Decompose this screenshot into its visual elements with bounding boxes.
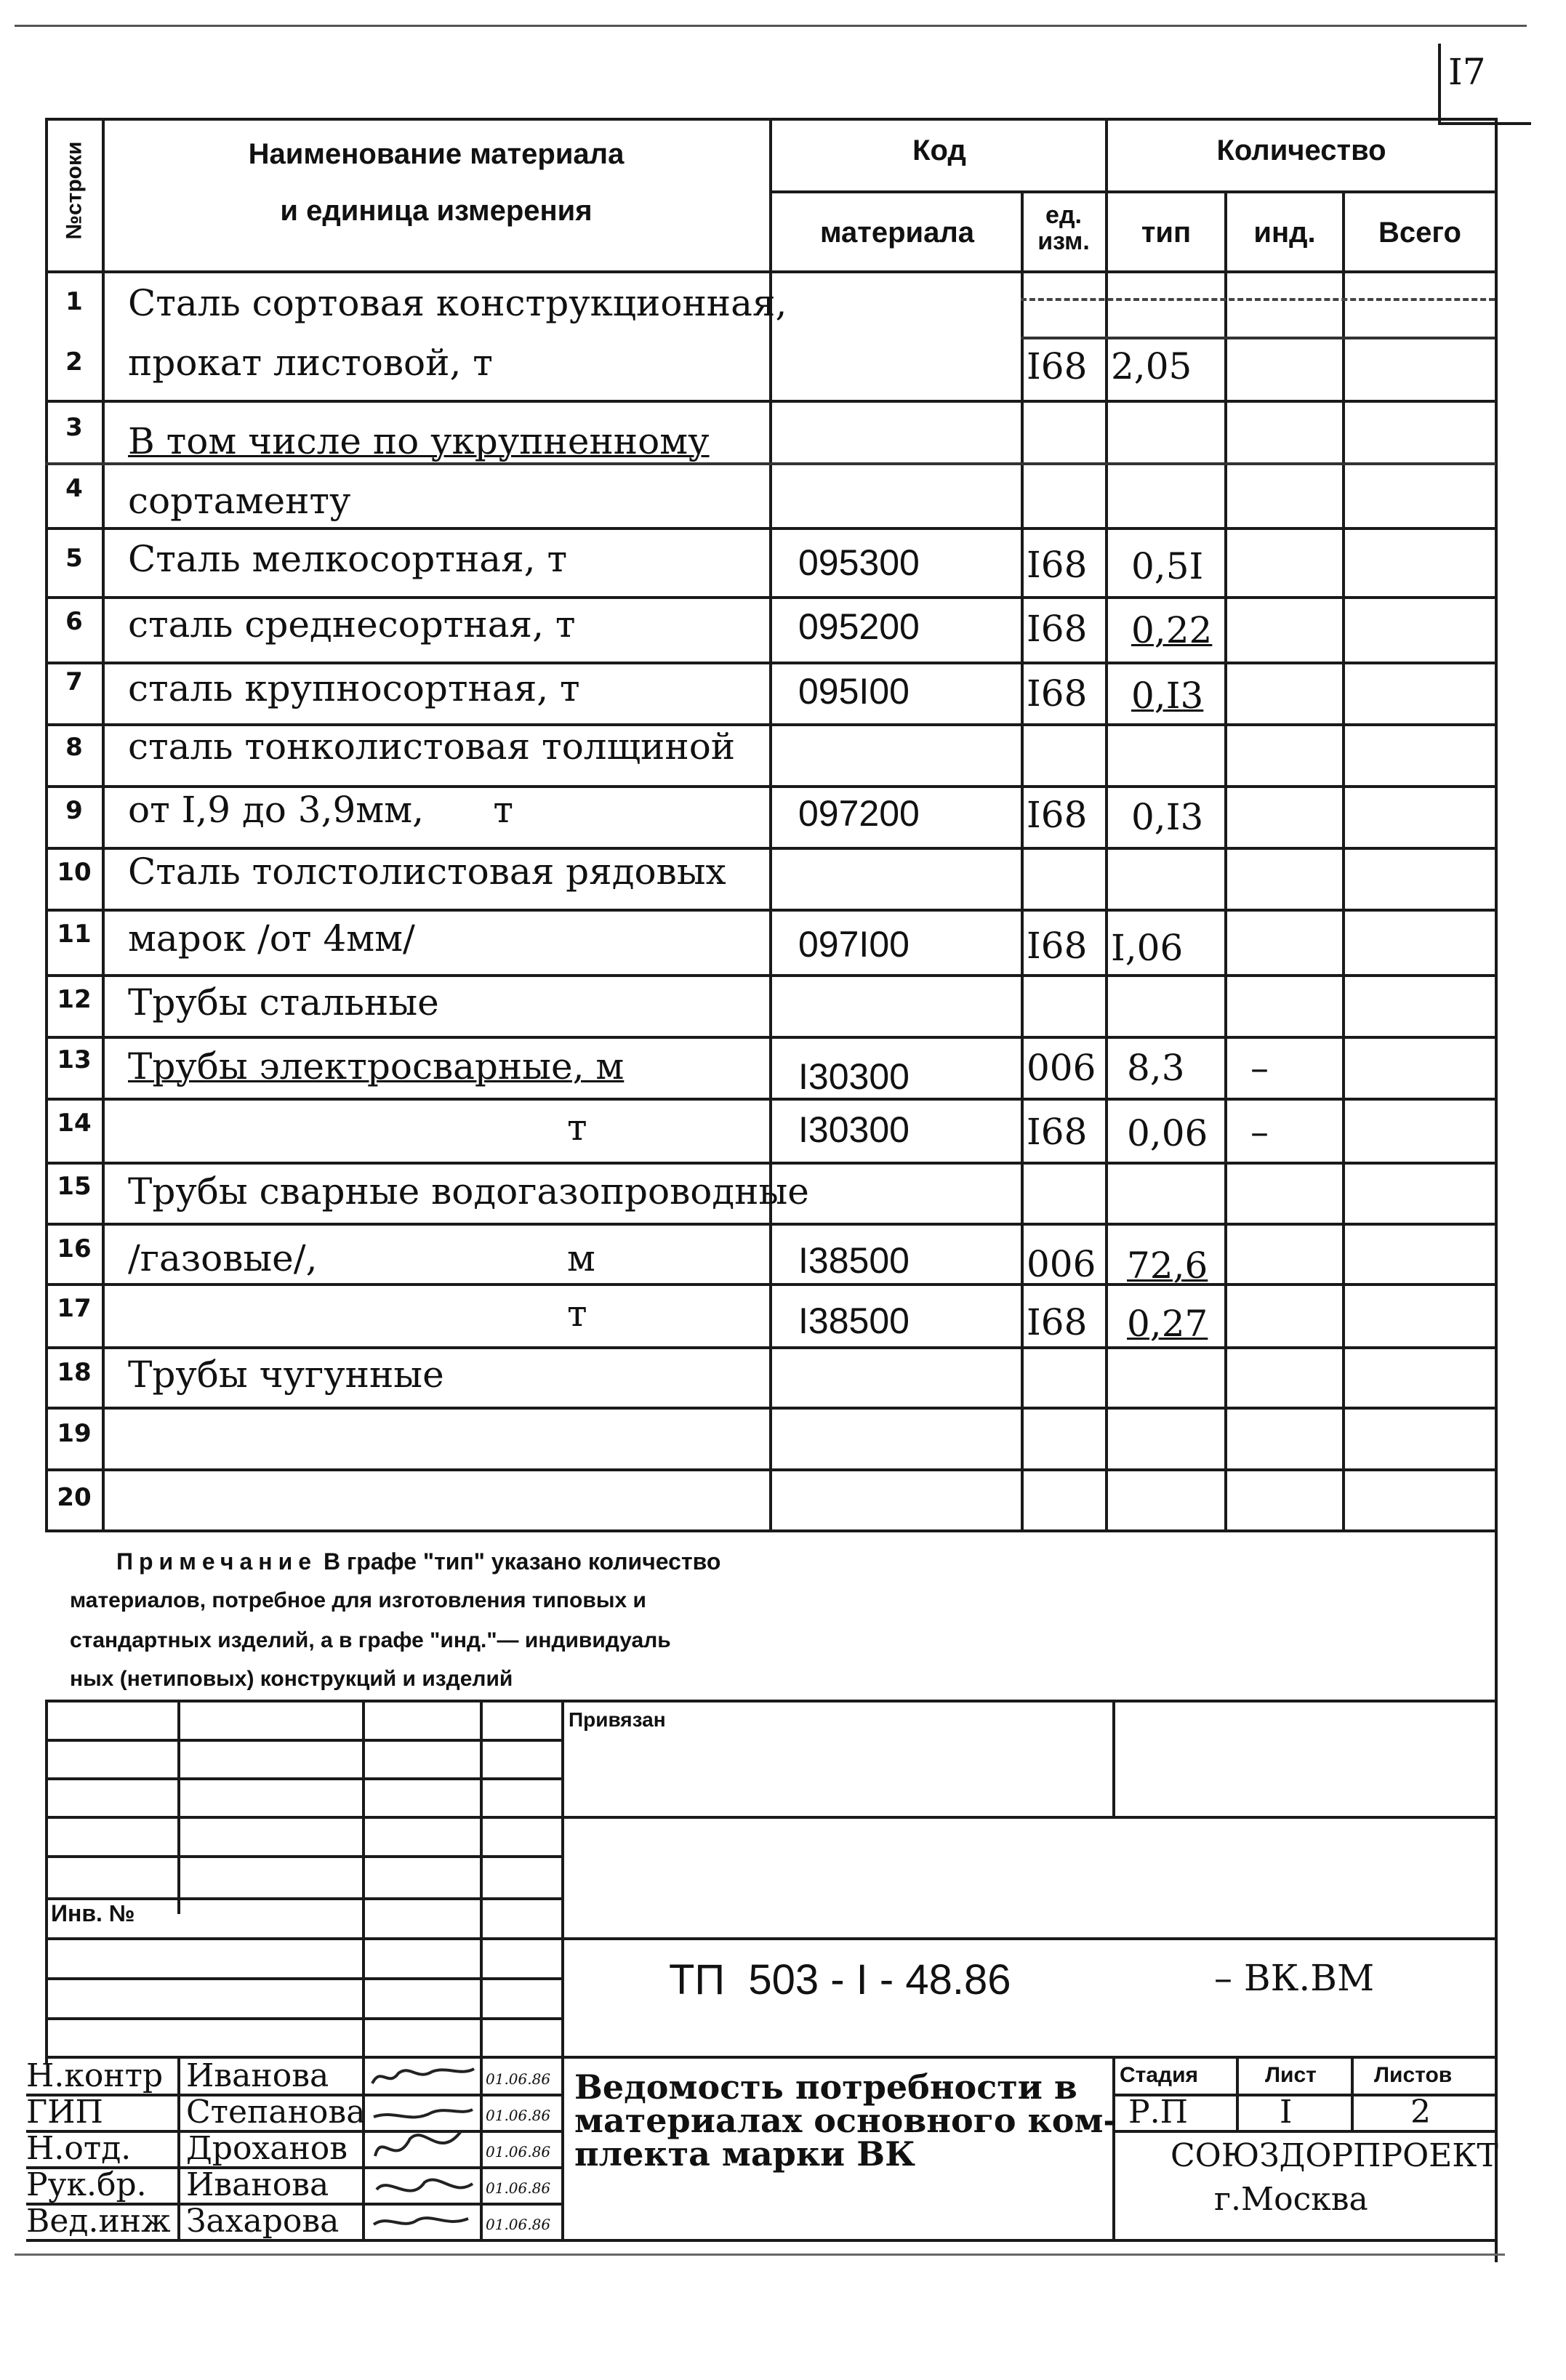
signer-role: Н.отд. bbox=[26, 2130, 132, 2167]
quantity-type: 0,I3 bbox=[1131, 675, 1204, 717]
document-code: ТП 503 - I - 48.86 bbox=[669, 1956, 1011, 2003]
row-number: 20 bbox=[57, 1483, 92, 1512]
row-number: 5 bbox=[65, 544, 83, 573]
material-name: Сталь сортовая конструкционная, bbox=[128, 282, 787, 324]
material-code: 095300 bbox=[798, 542, 920, 583]
unit-code: I68 bbox=[1027, 1301, 1088, 1343]
title-line: Ведомость потребности в bbox=[574, 2067, 1077, 2107]
material-name: сталь крупносортная, т bbox=[128, 667, 580, 709]
row-number: 16 bbox=[57, 1234, 92, 1263]
col-header-code: Код bbox=[912, 134, 966, 166]
signer-name: Захарова bbox=[186, 2203, 340, 2240]
unit-code: I68 bbox=[1027, 794, 1088, 836]
quantity-type: I,06 bbox=[1111, 927, 1184, 969]
note-line: материалов, потребное для изготовления типовых и bbox=[70, 1588, 646, 1612]
signature-marks bbox=[366, 2059, 478, 2239]
material-name: Сталь толстолистовая рядовых bbox=[128, 851, 726, 893]
col-header-code-unit: ед. изм. bbox=[1037, 201, 1090, 255]
unit-code: I68 bbox=[1027, 1111, 1088, 1153]
signer-date: 01.06.86 bbox=[486, 2143, 551, 2160]
col-header-quantity-ind: инд. bbox=[1253, 217, 1316, 249]
material-name: Трубы сварные водогазопроводные bbox=[128, 1170, 809, 1213]
material-name: Трубы электросварные, м bbox=[128, 1045, 625, 1088]
sheets-value: 2 bbox=[1410, 2094, 1431, 2131]
row-number: 13 bbox=[57, 1045, 92, 1074]
document-title bbox=[574, 2067, 1117, 2174]
sheets-label: Листов bbox=[1374, 2063, 1453, 2087]
row-number: 11 bbox=[57, 920, 92, 949]
material-name: сталь тонколистовая толщиной bbox=[128, 725, 736, 768]
material-name: сталь среднесортная, т bbox=[128, 603, 576, 646]
row-number: 10 bbox=[57, 858, 92, 887]
material-code: 095I00 bbox=[798, 671, 910, 712]
col-header-quantity-total: Всего bbox=[1378, 217, 1461, 249]
page-number: I7 bbox=[1448, 51, 1486, 93]
document-mark: – ВК.ВМ bbox=[1214, 1957, 1375, 1999]
material-name: от I,9 до 3,9мм, т bbox=[128, 789, 514, 831]
material-name: /газовые/, bbox=[128, 1237, 318, 1279]
note-label: Примечание bbox=[116, 1548, 318, 1575]
row-number: 4 bbox=[65, 474, 83, 503]
row-number: 18 bbox=[57, 1358, 92, 1387]
material-name-unit: м bbox=[567, 1237, 595, 1279]
col-header-quantity-type: тип bbox=[1141, 217, 1192, 249]
material-name: Трубы стальные bbox=[128, 981, 439, 1024]
quantity-type: 2,05 bbox=[1111, 345, 1192, 387]
signer-role: Вед.инж bbox=[26, 2203, 171, 2240]
row-number: 19 bbox=[57, 1419, 92, 1448]
signer-name: Иванова bbox=[186, 2057, 329, 2094]
unit-code: I68 bbox=[1027, 925, 1088, 967]
title-line: материалах основного ком- bbox=[574, 2101, 1117, 2140]
row-number: 7 bbox=[65, 667, 83, 696]
col-header-code-material: материала bbox=[819, 217, 975, 249]
quantity-type: 0,06 bbox=[1127, 1112, 1208, 1154]
signer-name: Дроханов bbox=[186, 2130, 348, 2167]
material-code: 097200 bbox=[798, 793, 920, 834]
quantity-type: 72,6 bbox=[1127, 1245, 1208, 1287]
quantity-type: 0,5I bbox=[1131, 545, 1204, 587]
sheet-label: Лист bbox=[1265, 2063, 1317, 2087]
sheet-value: I bbox=[1280, 2094, 1293, 2131]
col-header-quantity: Количество bbox=[1216, 134, 1386, 166]
material-code: 095200 bbox=[798, 606, 920, 647]
material-code: I38500 bbox=[798, 1240, 910, 1281]
col-header-name-line2: и единица измерения bbox=[280, 195, 593, 227]
signer-date: 01.06.86 bbox=[486, 2070, 551, 2088]
row-number: 9 bbox=[65, 796, 83, 825]
material-name: В том числе по укрупненному bbox=[128, 420, 710, 462]
unit-code: 006 bbox=[1027, 1047, 1096, 1089]
material-name: Трубы чугунные bbox=[128, 1354, 444, 1396]
material-name: сортаменту bbox=[128, 480, 351, 522]
signer-name: Иванова bbox=[186, 2166, 329, 2203]
material-name: марок /от 4мм/ bbox=[128, 917, 415, 960]
unit-code: I68 bbox=[1027, 608, 1088, 650]
row-number: 15 bbox=[57, 1172, 92, 1201]
unit-code: I68 bbox=[1027, 544, 1088, 586]
quantity-type: 0,I3 bbox=[1131, 796, 1204, 838]
title-line: плекта марки ВК bbox=[574, 2134, 915, 2174]
row-number: 6 bbox=[65, 607, 83, 636]
row-number: 14 bbox=[57, 1109, 92, 1138]
unit-code: I68 bbox=[1027, 672, 1088, 715]
quantity-ind: – bbox=[1250, 1047, 1269, 1089]
quantity-type: 8,3 bbox=[1127, 1047, 1185, 1089]
material-code: 097I00 bbox=[798, 924, 910, 965]
row-number: 2 bbox=[65, 347, 83, 377]
note-line: ных (нетиповых) конструкций и изделий bbox=[70, 1667, 513, 1691]
signer-role: ГИП bbox=[26, 2094, 103, 2131]
organization-city: г.Москва bbox=[1214, 2181, 1368, 2218]
unit-code: I68 bbox=[1027, 345, 1088, 387]
note-text: В графе "тип" указано количество bbox=[323, 1548, 721, 1575]
row-number: 12 bbox=[57, 985, 92, 1014]
quantity-type: 0,22 bbox=[1131, 609, 1213, 651]
material-code: I30300 bbox=[798, 1056, 910, 1097]
col-header-row-number: №строки bbox=[62, 141, 87, 240]
signer-name: Степанова bbox=[186, 2094, 366, 2131]
row-number: 1 bbox=[65, 287, 83, 316]
linked-label: Привязан bbox=[569, 1708, 666, 1731]
material-name: Сталь мелкосортная, т bbox=[128, 538, 568, 580]
inventory-number-label: Инв. № bbox=[51, 1900, 135, 1926]
stage-label: Стадия bbox=[1120, 2063, 1199, 2087]
unit-code: 006 bbox=[1027, 1243, 1096, 1285]
row-number: 3 bbox=[65, 413, 83, 442]
signer-date: 01.06.86 bbox=[486, 2179, 551, 2197]
material-name: т bbox=[567, 1292, 587, 1335]
stage-value: Р.П bbox=[1128, 2094, 1188, 2131]
col-header-name-line1: Наименование материала bbox=[248, 138, 625, 170]
note-line: стандартных изделий, а в графе "инд."— индивидуаль bbox=[70, 1628, 671, 1652]
material-code: I38500 bbox=[798, 1300, 910, 1341]
quantity-ind: – bbox=[1250, 1111, 1269, 1153]
material-name: т bbox=[567, 1106, 587, 1149]
signer-role: Н.контр bbox=[26, 2057, 164, 2094]
material-code: I30300 bbox=[798, 1109, 910, 1150]
row-number: 17 bbox=[57, 1294, 92, 1323]
signer-date: 01.06.86 bbox=[486, 2216, 551, 2233]
organization-name: СОЮЗДОРПРОЕКТ bbox=[1171, 2137, 1498, 2174]
row-number: 8 bbox=[65, 733, 83, 762]
signer-date: 01.06.86 bbox=[486, 2107, 551, 2124]
material-name: прокат листовой, т bbox=[128, 342, 493, 384]
signer-role: Рук.бр. bbox=[26, 2166, 147, 2203]
quantity-type: 0,27 bbox=[1127, 1303, 1208, 1345]
